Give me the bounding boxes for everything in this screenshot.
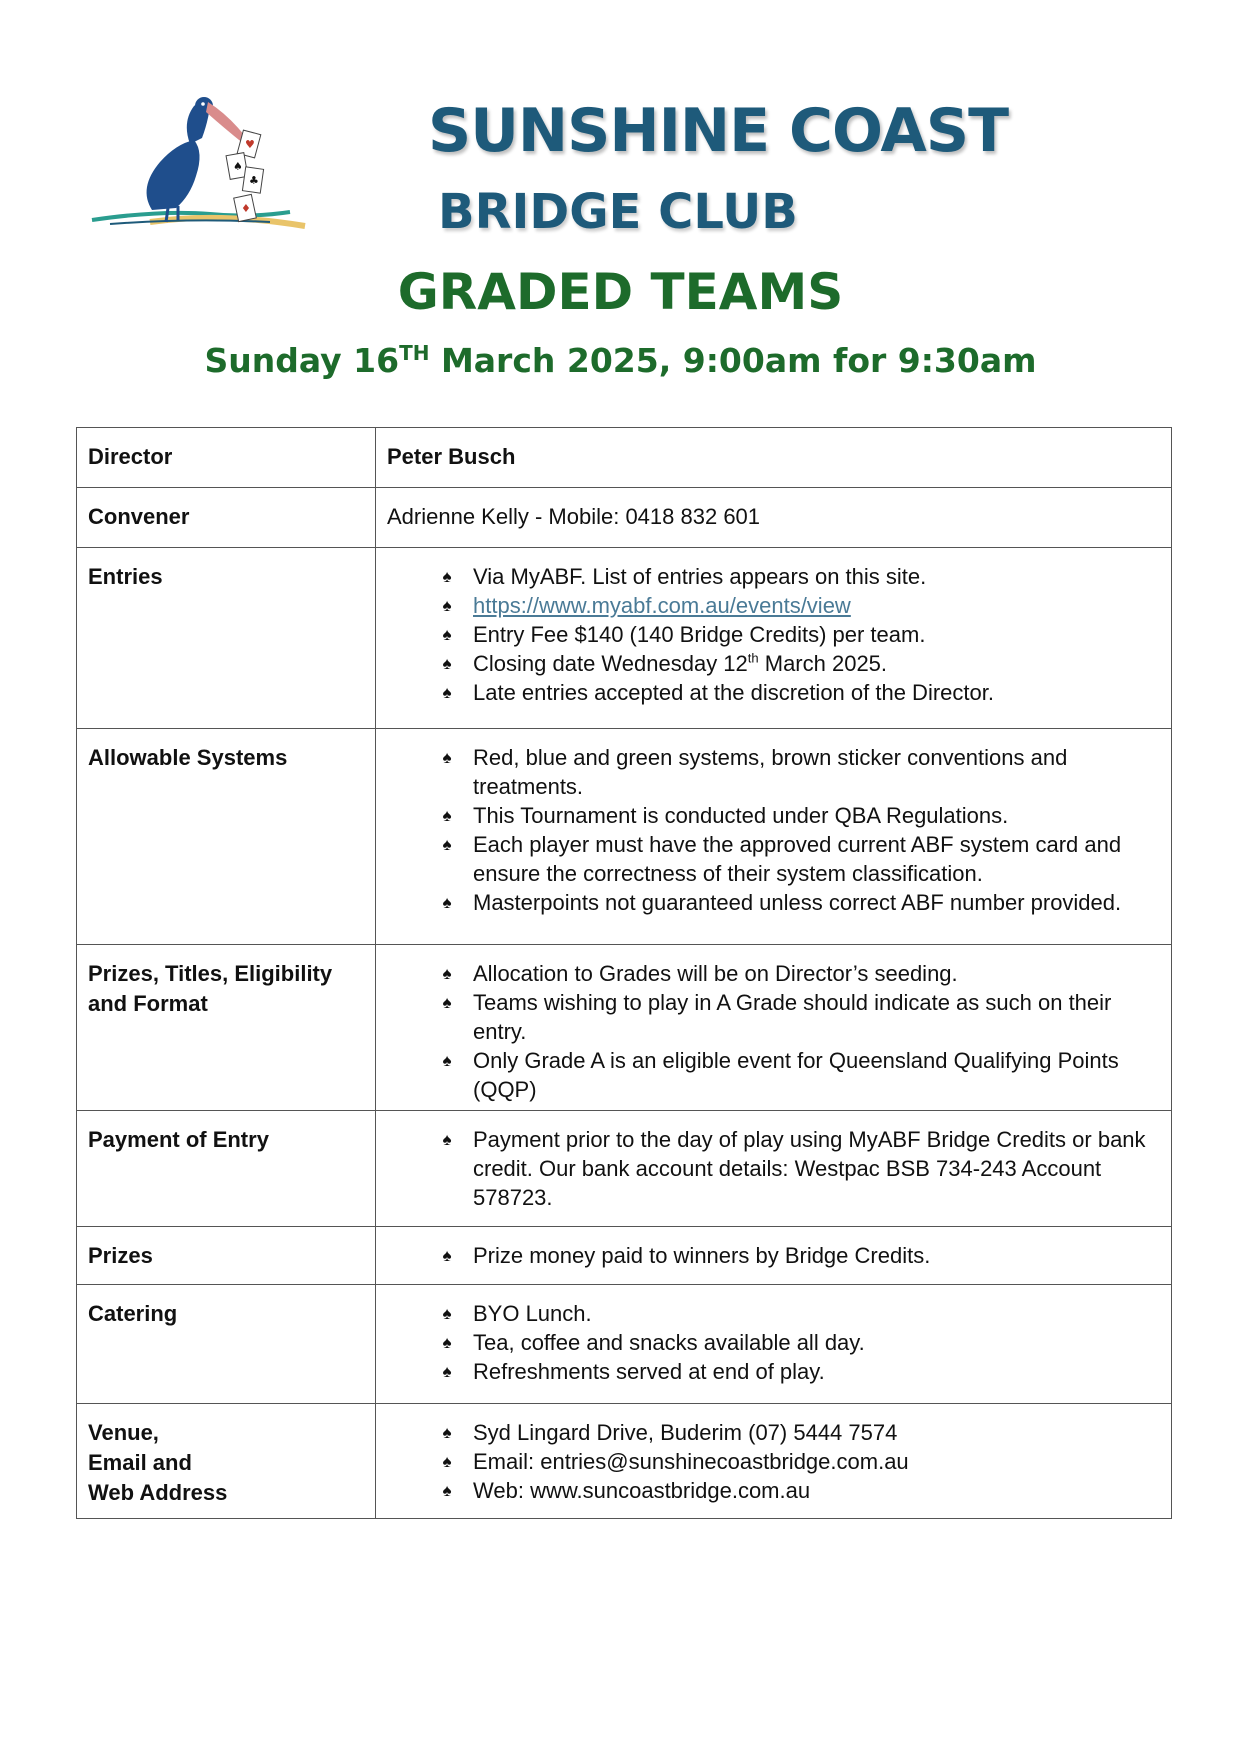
spade-bullet-icon: ♠ bbox=[442, 1362, 452, 1381]
director-label: Director bbox=[77, 428, 376, 488]
list-item bbox=[437, 988, 1151, 1046]
row-payment bbox=[77, 1111, 1172, 1227]
prizes-titles-value bbox=[376, 945, 1172, 1111]
spade-bullet-icon: ♠ bbox=[442, 1452, 452, 1471]
spade-bullet-icon: ♠ bbox=[442, 1130, 452, 1149]
list-item-text: This Tournament is conducted under QBA Regulations. bbox=[473, 803, 1009, 828]
catering-label: Catering bbox=[77, 1285, 376, 1404]
list-item-text: Payment prior to the day of play using MyABF Bridge Credits or bank credit. Our bank account details: Westpac BSB 734-243 Account 578723. bbox=[473, 1127, 1146, 1210]
list-item bbox=[437, 1299, 1151, 1328]
event-date-ordinal: TH bbox=[399, 341, 430, 365]
spade-bullet-icon: ♠ bbox=[442, 596, 452, 615]
spade-bullet-icon: ♠ bbox=[442, 1304, 452, 1323]
event-date-rest: March 2025, 9:00am for 9:30am bbox=[429, 341, 1037, 380]
venue-web[interactable]: Web: www.suncoastbridge.com.au bbox=[473, 1478, 811, 1503]
closing-date-rest: March 2025. bbox=[758, 651, 888, 676]
prizes-value bbox=[376, 1227, 1172, 1285]
spade-bullet-icon: ♠ bbox=[442, 654, 452, 673]
list-item-text: Masterpoints not guaranteed unless correct ABF number provided. bbox=[473, 890, 1122, 915]
club-name-line-2: BRIDGE CLUB bbox=[438, 184, 798, 240]
spade-bullet-icon: ♠ bbox=[442, 683, 452, 702]
row-convener bbox=[77, 488, 1172, 548]
venue-label-line: Web Address bbox=[88, 1480, 228, 1505]
venue-label bbox=[77, 1404, 376, 1519]
row-prizes-titles bbox=[77, 945, 1172, 1111]
prizes-titles-label: Prizes, Titles, Eligibility and Format bbox=[77, 945, 376, 1111]
spade-bullet-icon: ♠ bbox=[442, 964, 452, 983]
list-item-text: Each player must have the approved current ABF system card and ensure the correctness of their system classification. bbox=[473, 832, 1122, 886]
list-item bbox=[437, 959, 1151, 988]
entries-label: Entries bbox=[77, 548, 376, 729]
entries-value bbox=[376, 548, 1172, 729]
spade-bullet-icon: ♠ bbox=[442, 1333, 452, 1352]
pelican-logo bbox=[90, 92, 320, 242]
row-prizes bbox=[77, 1227, 1172, 1285]
venue-address: Syd Lingard Drive, Buderim (07) 5444 7574 bbox=[473, 1420, 898, 1445]
venue-label-line: Venue, bbox=[88, 1420, 159, 1445]
row-director bbox=[77, 428, 1172, 488]
spade-bullet-icon: ♠ bbox=[442, 567, 452, 586]
venue-email[interactable]: Email: entries@sunshinecoastbridge.com.au bbox=[473, 1449, 909, 1474]
venue-list bbox=[387, 1418, 1151, 1505]
list-item bbox=[437, 830, 1151, 888]
list-item bbox=[437, 649, 1151, 678]
list-item-text: Refreshments served at end of play. bbox=[473, 1359, 825, 1384]
closing-date-ordinal: th bbox=[747, 650, 759, 666]
list-item bbox=[437, 801, 1151, 830]
club-name-line-1: SUNSHINE COAST bbox=[428, 96, 1008, 166]
spade-bullet-icon: ♠ bbox=[442, 1481, 452, 1500]
prizes-list bbox=[387, 1241, 1151, 1270]
entries-item-text: Late entries accepted at the discretion of the Director. bbox=[473, 680, 994, 705]
event-title: GRADED TEAMS bbox=[397, 263, 844, 321]
venue-value bbox=[376, 1404, 1172, 1519]
prizes-titles-list bbox=[387, 959, 1151, 1104]
entries-item-text: Via MyABF. List of entries appears on this site. bbox=[473, 564, 927, 589]
event-date-day: Sunday 16 bbox=[204, 341, 400, 380]
spade-bullet-icon: ♠ bbox=[442, 748, 452, 767]
svg-text:♠: ♠ bbox=[233, 160, 243, 173]
row-catering bbox=[77, 1285, 1172, 1404]
allowable-systems-label: Allowable Systems bbox=[77, 729, 376, 945]
closing-date-text: Closing date Wednesday 12 bbox=[473, 651, 748, 676]
list-item-text: Red, blue and green systems, brown sticker conventions and treatments. bbox=[473, 745, 1068, 799]
list-item bbox=[437, 888, 1151, 917]
list-item bbox=[437, 1125, 1151, 1212]
list-item bbox=[437, 743, 1151, 801]
venue-label-line: Email and bbox=[88, 1450, 192, 1475]
list-item bbox=[437, 678, 1151, 707]
list-item bbox=[437, 620, 1151, 649]
payment-list bbox=[387, 1125, 1151, 1212]
catering-list bbox=[387, 1299, 1151, 1386]
row-allowable-systems bbox=[77, 729, 1172, 945]
spade-bullet-icon: ♠ bbox=[442, 1423, 452, 1442]
svg-text:♥: ♥ bbox=[245, 138, 255, 151]
entries-item-text: Entry Fee $140 (140 Bridge Credits) per team. bbox=[473, 622, 926, 647]
list-item-text: Teams wishing to play in A Grade should indicate as such on their entry. bbox=[473, 990, 1112, 1044]
myabf-events-link[interactable]: https://www.myabf.com.au/events/view bbox=[473, 593, 851, 618]
list-item bbox=[437, 591, 1151, 620]
list-item bbox=[437, 1418, 1151, 1447]
list-item bbox=[437, 1241, 1151, 1270]
list-item bbox=[437, 1328, 1151, 1357]
list-item-text: BYO Lunch. bbox=[473, 1301, 592, 1326]
list-item bbox=[437, 1357, 1151, 1386]
spade-bullet-icon: ♠ bbox=[442, 1051, 452, 1070]
allowable-systems-value bbox=[376, 729, 1172, 945]
director-value: Peter Busch bbox=[376, 428, 1172, 488]
spade-bullet-icon: ♠ bbox=[442, 806, 452, 825]
spade-bullet-icon: ♠ bbox=[442, 835, 452, 854]
event-info-table bbox=[76, 427, 1172, 1519]
svg-text:♦: ♦ bbox=[241, 202, 251, 215]
event-date bbox=[0, 340, 1241, 382]
spade-bullet-icon: ♠ bbox=[442, 625, 452, 644]
list-item bbox=[437, 1046, 1151, 1104]
list-item bbox=[437, 1447, 1151, 1476]
payment-value bbox=[376, 1111, 1172, 1227]
svg-text:♣: ♣ bbox=[249, 174, 259, 187]
allowable-systems-list bbox=[387, 743, 1151, 917]
list-item-text: Only Grade A is an eligible event for Queensland Qualifying Points (QQP) bbox=[473, 1048, 1119, 1102]
list-item bbox=[437, 1476, 1151, 1505]
spade-bullet-icon: ♠ bbox=[442, 893, 452, 912]
convener-label: Convener bbox=[77, 488, 376, 548]
row-venue bbox=[77, 1404, 1172, 1519]
payment-label: Payment of Entry bbox=[77, 1111, 376, 1227]
entries-list bbox=[387, 562, 1151, 707]
prizes-label: Prizes bbox=[77, 1227, 376, 1285]
spade-bullet-icon: ♠ bbox=[442, 1246, 452, 1265]
list-item bbox=[437, 562, 1151, 591]
convener-value: Adrienne Kelly - Mobile: 0418 832 601 bbox=[376, 488, 1172, 548]
list-item-text: Prize money paid to winners by Bridge Credits. bbox=[473, 1243, 931, 1268]
spade-bullet-icon: ♠ bbox=[442, 993, 452, 1012]
catering-value bbox=[376, 1285, 1172, 1404]
row-entries bbox=[77, 548, 1172, 729]
list-item-text: Tea, coffee and snacks available all day. bbox=[473, 1330, 865, 1355]
list-item-text: Allocation to Grades will be on Director’s seeding. bbox=[473, 961, 958, 986]
